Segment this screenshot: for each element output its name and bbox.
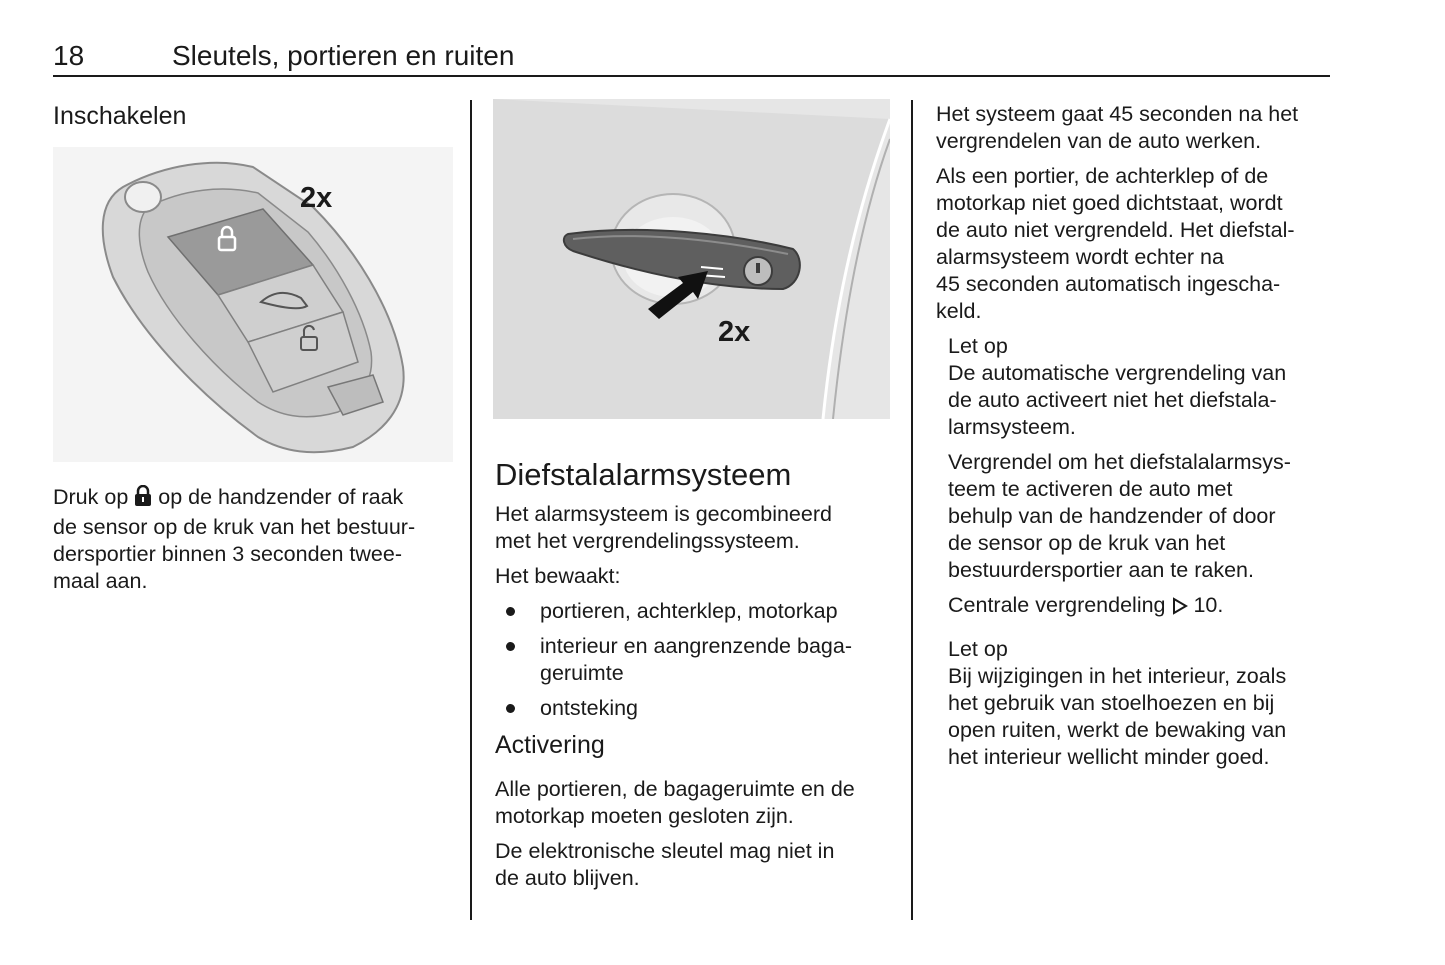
subheading-activering: Activering: [495, 731, 605, 759]
column-divider-1: [470, 100, 472, 920]
page-number: 18: [53, 40, 85, 71]
activation-paragraph-1: Alle portieren, de bagageruimte en de motorkap moeten gesloten zijn.: [495, 777, 855, 828]
note-text: De automatische vergrendeling van de auto activeert niet het diefstala- larmsysteem.: [948, 361, 1287, 439]
note-title: Let op: [948, 637, 1008, 661]
section-heading-alarm: Diefstalalarmsysteem: [495, 457, 792, 492]
intro-paragraph: [495, 501, 895, 555]
activation-paragraph-2: De elektronische sleutel mag niet in de auto blijven.: [495, 839, 835, 890]
note-text: Bij wijzigingen in het interieur, zoals het gebruik van stoelhoezen en bij open ruiten, werkt de bewaking van het interieur wellicht minder goed.: [948, 664, 1287, 769]
bullet-icon: [506, 607, 515, 616]
col3-body: [936, 101, 1336, 779]
intro-line-2: met het vergrendelingssysteem.: [495, 529, 800, 553]
col3-paragraph-1: Het systeem gaat 45 seconden na het vergrendelen van de auto werken.: [936, 102, 1299, 153]
list-item: portieren, achterklep, motorkap: [495, 598, 895, 625]
col3-paragraph-2: Als een portier, de achterklep of de motorkap niet goed dichtstaat, wordt de auto niet vergrendeld. Het diefstal- alarmsysteem wordt echter na 45 seconden automatisch ingescha- keld.: [936, 164, 1295, 323]
page-title: Sleutels, portieren en ruiten: [172, 40, 515, 71]
watched-list: [495, 598, 895, 722]
column-divider-2: [911, 100, 913, 920]
note-block-1: [936, 333, 1336, 771]
list-item: interieur en aangrenzende baga- geruimte: [495, 633, 895, 687]
para-line-3: dersportier binnen 3 seconden twee-: [53, 542, 402, 566]
para-line-2: de sensor op de kruk van het bestuur-: [53, 515, 416, 539]
para-line-1: op de handzender of raak: [158, 485, 404, 509]
note-title: Let op: [948, 334, 1008, 358]
cross-reference: Centrale vergrendeling 10.: [948, 592, 1336, 622]
door-handle-illustration: [493, 99, 890, 419]
intro-line-1: Het alarmsysteem is gecombineerd: [495, 502, 832, 526]
subheading-inschakelen: Inschakelen: [53, 102, 187, 130]
header-rule: [53, 75, 1330, 77]
key-press-count-label: 2x: [300, 182, 333, 214]
key-fob-illustration: [53, 147, 453, 462]
note-paragraph: Vergrendel om het diefstalalarmsys- teem te activeren de auto met behulp van de handzender of door de sensor op de kruk van het bestuurdersportier aan te raken.: [948, 450, 1291, 582]
bullet-icon: [506, 704, 515, 713]
list-item: ontsteking: [495, 695, 895, 722]
col1-paragraph: [53, 484, 453, 595]
lock-icon: [134, 485, 152, 514]
para-line-4: maal aan.: [53, 569, 148, 593]
bullet-icon: [506, 642, 515, 651]
arrow-reference-icon: [1172, 595, 1188, 622]
door-press-count-label: 2x: [718, 316, 751, 348]
text-druk-op: Druk op: [53, 485, 135, 509]
watch-label: Het bewaakt:: [495, 564, 621, 588]
col2-body: [495, 501, 895, 900]
